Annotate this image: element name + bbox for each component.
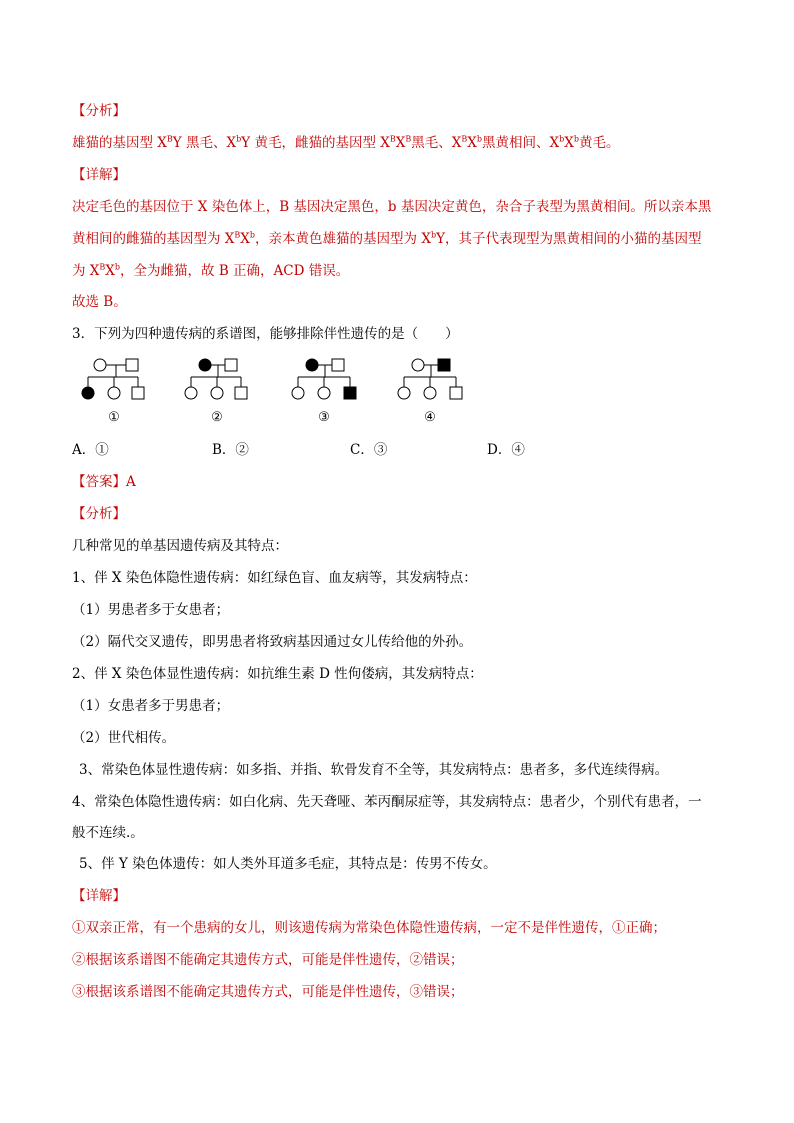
q2-conclusion: 故选 B。 xyxy=(72,294,127,310)
analysis-text: 5、伴 Y 染色体遗传：如人类外耳道多毛症，其特点是：传男不传女。 xyxy=(79,856,497,872)
analysis-text: 3、常染色体显性遗传病：如多指、并指、软骨发育不全等，其发病特点：患者多，多代连续得病。 xyxy=(79,762,669,778)
answer: 【答案】A xyxy=(72,474,136,490)
analysis-text: （1）男患者多于女患者； xyxy=(72,602,230,618)
choice-b: B．② xyxy=(212,442,249,458)
choice-d: D．④ xyxy=(487,442,525,458)
q2-detail-line: 决定毛色的基因位于 X 染色体上，B 基因决定黑色，b 基因决定黄色，杂合子表型为黑黄相间。所以亲本黑 xyxy=(72,199,712,215)
analysis-text: （2）世代相传。 xyxy=(72,730,176,746)
pedigree-2 xyxy=(183,355,263,427)
pedigree-3 xyxy=(290,355,370,427)
analysis-text: （2）隔代交叉遗传，即男患者将致病基因通过女儿传给他的外孙。 xyxy=(72,634,473,650)
analysis-header: 【分析】 xyxy=(72,506,126,522)
choice-c: C．③ xyxy=(350,442,388,458)
q2-analysis-text: 雄猫的基因型 $X^BY$ 黑毛、$X^bY$ 黄毛，雌猫的基因型 $X^BX^B$黑毛、$X^BX^b$黑黄相间、$X^bX^b$黄毛。 xyxy=(72,134,620,151)
detail-text: ③根据该系谱图不能确定其遗传方式，可能是伴性遗传，③错误； xyxy=(72,984,464,1000)
analysis-text: 1、伴 X 染色体隐性遗传病：如红绿色盲、血友病等，其发病特点： xyxy=(72,570,477,586)
detail-header: 【详解】 xyxy=(72,167,126,183)
pedigree-4 xyxy=(396,355,476,427)
pedigree-1 xyxy=(80,355,160,427)
analysis-header: 【分析】 xyxy=(72,103,126,119)
choice-a: A．① xyxy=(72,442,109,458)
q2-detail-line: 为 $X^BX^b$，全为雌猫，故 B 正确，ACD 错误。 xyxy=(72,262,350,279)
detail-text: ②根据该系谱图不能确定其遗传方式，可能是伴性遗传，②错误； xyxy=(72,952,464,968)
analysis-text: 4、常染色体隐性遗传病：如白化病、先天聋哑、苯丙酮尿症等，其发病特点：患者少，个别代有患者，一 xyxy=(72,794,702,810)
q2-detail-line: 黄相间的雌猫的基因型为 $X^BX^b$，亲本黄色雄猫的基因型为 $X^bY$，其子代表现型为黑黄相间的小猫的基因型 xyxy=(72,230,702,247)
analysis-text: （1）女患者多于男患者； xyxy=(72,698,230,714)
question-3-stem: 3．下列为四种遗传病的系谱图，能够排除伴性遗传的是（ ） xyxy=(72,326,459,342)
analysis-text: 几种常见的单基因遗传病及其特点： xyxy=(72,538,288,554)
pedigree-label: ② xyxy=(211,410,223,425)
pedigree-label: ④ xyxy=(424,410,436,425)
detail-header: 【详解】 xyxy=(72,888,126,904)
analysis-text: 2、伴 X 染色体显性遗传病：如抗维生素 D 性佝偻病，其发病特点： xyxy=(72,666,483,682)
detail-text: ①双亲正常，有一个患病的女儿，则该遗传病为常染色体隐性遗传病，一定不是伴性遗传，①正确； xyxy=(72,920,666,936)
pedigree-label: ① xyxy=(108,410,120,425)
analysis-text: 般不连续.。 xyxy=(72,825,144,841)
pedigree-label: ③ xyxy=(318,410,330,425)
